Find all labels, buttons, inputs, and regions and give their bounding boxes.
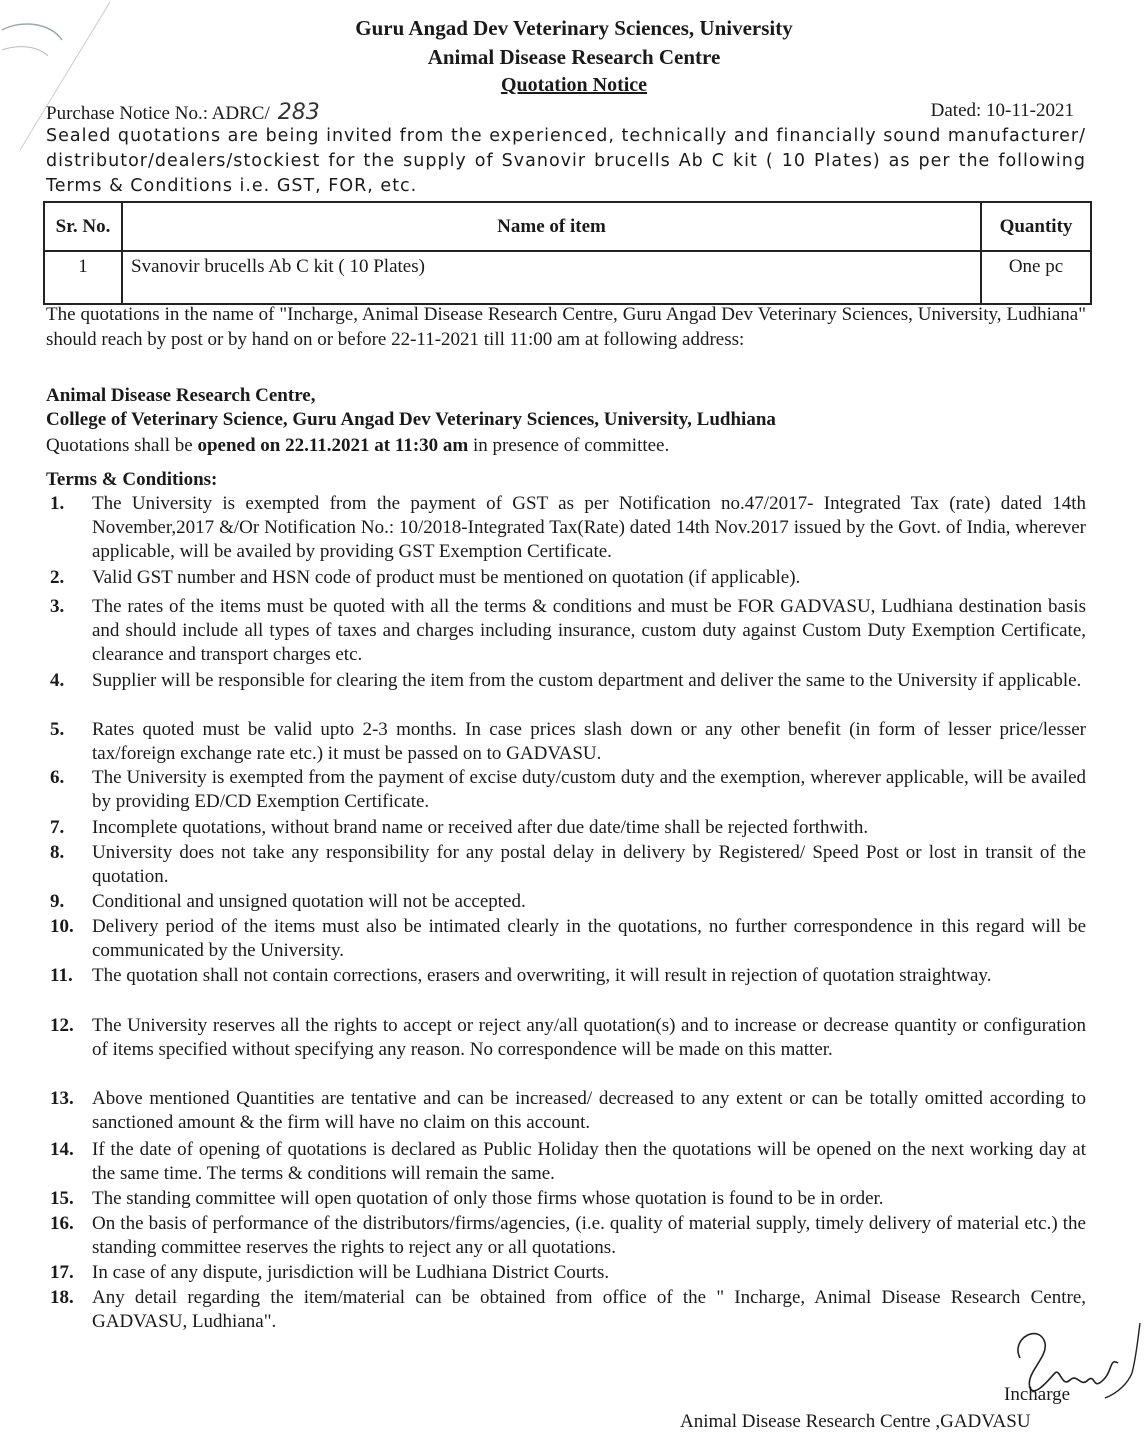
cell-quantity: One pc: [981, 251, 1091, 304]
term-item: 4. Supplier will be responsible for clearing the item from the custom department and deliver the same to the University if applicable.: [50, 670, 1082, 691]
terms-title: Terms & Conditions:: [46, 469, 218, 490]
term-item: 9. Conditional and unsigned quotation will not be accepted.: [50, 891, 526, 912]
term-item: 13. Above mentioned Quantities are tentative and can be increased/ decreased to any extent or can be totally omitted according to sanctioned amount & the firm will have no claim on this account.: [50, 1088, 1086, 1133]
submission-paragraph: The quotations in the name of "Incharge, Animal Disease Research Centre, Guru Angad Dev Veterinary Sciences, University, Ludhiana" should reach by post or by hand on or before 22-11-2021 till 11:00 am at following address:: [46, 304, 1086, 350]
table-header-row: [44, 202, 1091, 251]
term-item: 15. The standing committee will open quotation of only those firms whose quotation is found to be in order.: [50, 1188, 884, 1209]
term-item: 17. In case of any dispute, jurisdiction will be Ludhiana District Courts.: [50, 1262, 610, 1283]
table-row: [44, 251, 1091, 304]
term-item: 7. Incomplete quotations, without brand name or received after due date/time shall be rejected forthwith.: [50, 817, 869, 838]
term-item: 6. The University is exempted from the payment of excise duty/custom duty and the exemption, wherever applicable, will be availed by providing ED/CD Exemption Certificate.: [50, 767, 1086, 812]
cell-item-name: Svanovir brucells Ab C kit ( 10 Plates): [122, 251, 981, 304]
term-item: 12. The University reserves all the rights to accept or reject any/all quotation(s) and to increase or decrease quantity or configuration of items specified without specifying any reason. No correspondence will be made on this matter.: [50, 1015, 1086, 1060]
purchase-notice-line: [46, 100, 1086, 125]
term-item: 8. University does not take any responsibility for any postal delay in delivery by Registered/ Speed Post or lost in transit of the quotation.: [50, 842, 1086, 887]
term-item: 11. The quotation shall not contain corrections, erasers and overwriting, it will result in rejection of quotation straightway.: [50, 965, 992, 986]
address-line-1: Animal Disease Research Centre,: [46, 385, 316, 406]
address-line-2: College of Veterinary Science, Guru Angad Dev Veterinary Sciences, University, Ludhiana: [46, 409, 776, 430]
term-item: 5. Rates quoted must be valid upto 2-3 months. In case prices slash down or any other benefit (in form of lesser price/lesser tax/foreign exchange rate etc.) it must be passed on to GADVASU.: [50, 719, 1086, 764]
header-quantity: Quantity: [981, 202, 1091, 251]
term-item: 14. If the date of opening of quotations is declared as Public Holiday then the quotations will be opened on the next working day at the same time. The terms & conditions will remain the same.: [50, 1139, 1086, 1184]
signature-label: Incharge: [1004, 1384, 1071, 1405]
opening-info: Quotations shall be opened on 22.11.2021 at 11:30 am in presence of committee.: [46, 435, 670, 456]
term-item: 18. Any detail regarding the item/material can be obtained from office of the " Incharge, Animal Disease Research Centre, GADVASU, Ludhiana".: [50, 1287, 1086, 1332]
term-item: 3. The rates of the items must be quoted with all the terms & conditions and must be FOR GADVASU, Ludhiana destination basis and should include all types of taxes and charges including insurance, custom duty against Custom Duty Exemption Certificate, clearance and transport charges etc.: [50, 596, 1086, 665]
purchase-notice-label: Purchase Notice No.: ADRC/: [46, 103, 270, 124]
notice-title: Quotation Notice: [500, 74, 648, 96]
signatory-office: Animal Disease Research Centre ,GADVASU: [680, 1411, 1031, 1432]
centre-name: Animal Disease Research Centre: [427, 45, 721, 69]
term-item: 2. Valid GST number and HSN code of product must be mentioned on quotation (if applicable).: [50, 567, 801, 588]
term-item: 16. On the basis of performance of the distributors/firms/agencies, (i.e. quality of material supply, timely delivery of material etc.) the standing committee reserves the rights to reject any or all quotations.: [50, 1213, 1086, 1258]
university-name: Guru Angad Dev Veterinary Sciences, University: [355, 16, 793, 40]
term-item: 1. The University is exempted from the payment of GST as per Notification no.47/2017- Integrated Tax (rate) dated 14th November,2017 &/Or Notification No.: 10/2018-Integrated Tax(Rate) dated 14th Nov.2017 issued by the Govt. of India, wherever applicable, will be availed by providing GST Exemption Certificate.: [50, 493, 1086, 562]
intro-paragraph: Sealed quotations are being invited from the experienced, technically and financially sound manufacturer/ distributor/dealers/stockiest for the supply of Svanovir brucells Ab C kit ( 10 Plates) as per the following Terms & Conditions i.e. GST, FOR, etc.: [46, 126, 1086, 196]
handwritten-notice-number: 283: [277, 100, 320, 125]
term-item: 10. Delivery period of the items must also be intimated clearly in the quotations, no further correspondence in this regard will be communicated by the University.: [50, 916, 1086, 961]
header-sr-no: Sr. No.: [44, 202, 122, 251]
cell-sr-no: 1: [44, 251, 122, 304]
items-table: [43, 201, 1092, 305]
header-item-name: Name of item: [122, 202, 981, 251]
notice-date: Dated: 10-11-2021: [930, 100, 1074, 121]
